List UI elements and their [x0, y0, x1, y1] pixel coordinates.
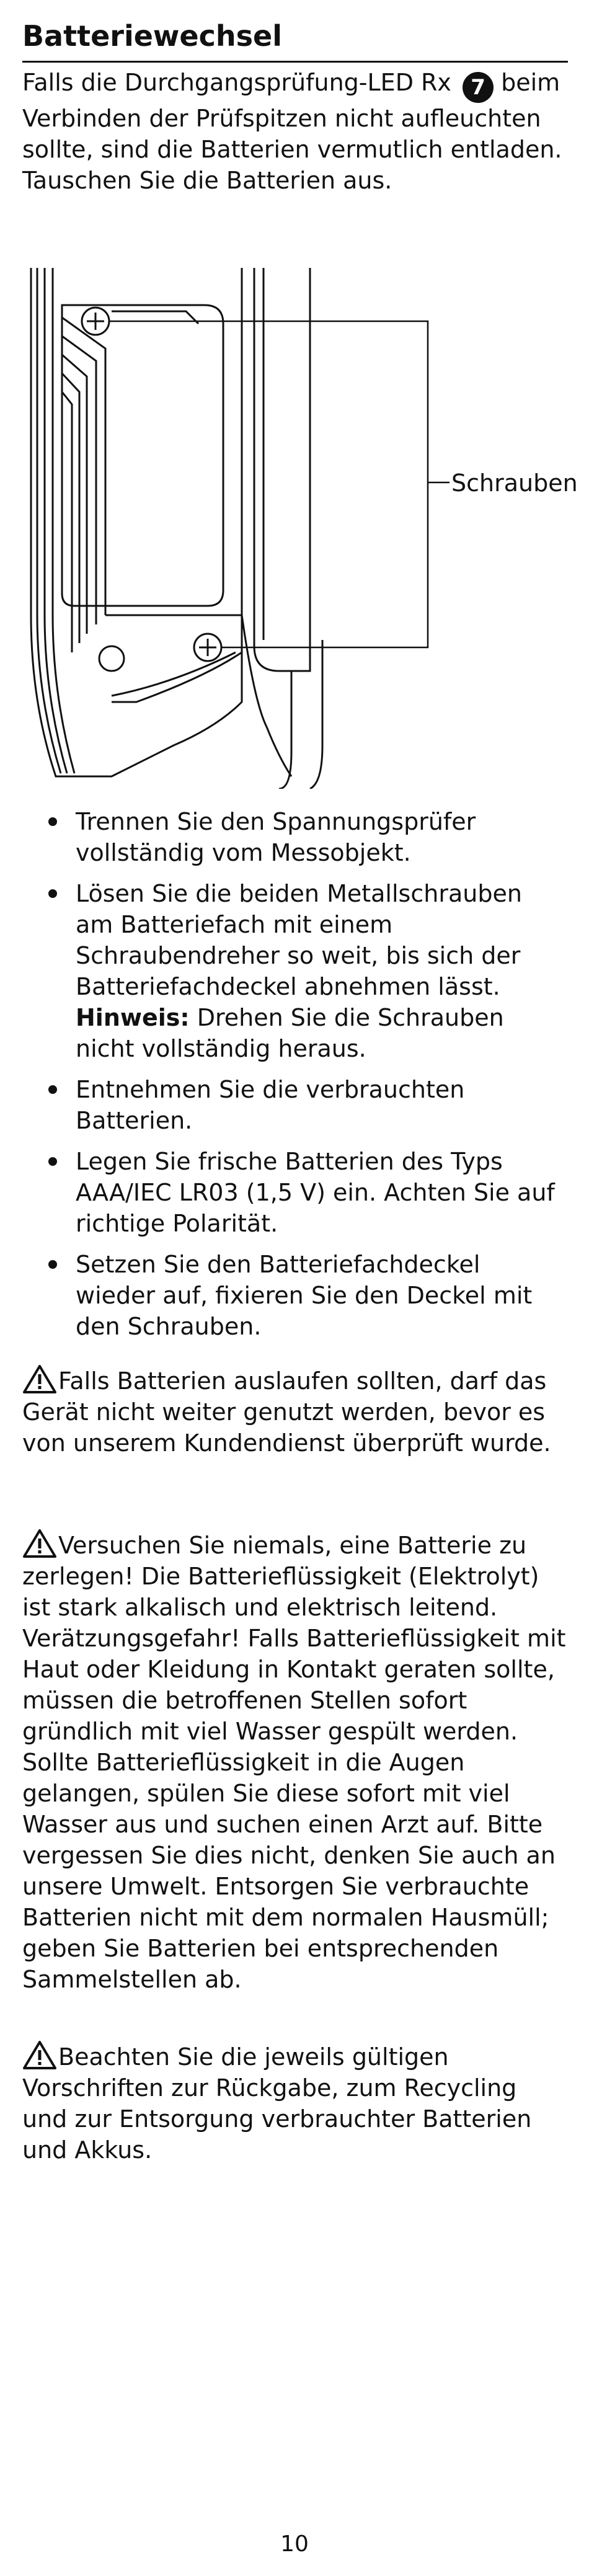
step-note-label: Hinweis: — [76, 1004, 190, 1031]
warning-triangle-icon — [22, 1364, 57, 1394]
grip-ribs — [37, 268, 74, 773]
bullet-icon — [48, 817, 57, 826]
replacement-steps-list — [19, 806, 564, 1352]
bullet-icon — [48, 1085, 57, 1094]
warning-triangle-icon — [22, 1529, 57, 1558]
bullet-icon — [48, 889, 57, 898]
warning-text: Versuchen Sie niemals, eine Batterie zu zerlegen! Die Batterieflüssigkeit (Elektrolyt) ist stark alkalisch und elektrisch leitend. Verätzungsgefahr! Falls Batterieflüssigkeit mit Haut oder Kleidung in Kontakt geraten sollte, müssen die betroffenen Stellen sofort gründlich mit viel Wasser gespült werden. Sollte Batterieflüssigkeit in die Augen gelangen, spülen Sie diese sofort mit viel Wasser aus und suchen einen Arzt auf. Bitte vergessen Sie dies nicht, denken Sie auch an unsere Umwelt. Entsorgen Sie verbrauchte Batterien nicht mit dem normalen Hausmüll; geben Sie Batterien bei entsprechenden Sammelstellen ab. — [22, 1532, 566, 1993]
step-text: Legen Sie frische Batterien des Typs AAA/IEC LR03 (1,5 V) ein. Achten Sie auf richtige Polarität. — [76, 1148, 555, 1237]
screws-callout-label: Schrauben — [451, 469, 578, 497]
release-knob — [99, 646, 124, 671]
warning-disposal-regulations — [22, 2040, 568, 2165]
step-text: Setzen Sie den Batteriefachdeckel wieder auf, fixieren Sie den Deckel mit den Schrauben. — [76, 1251, 533, 1340]
list-item — [19, 806, 564, 868]
cover-inner-lines — [62, 318, 105, 652]
section-title: Batteriewechsel — [22, 16, 568, 63]
step-note-text: Drehen Sie die Schrauben nicht vollständig heraus. — [76, 1004, 504, 1062]
intro-text-before: Falls die Durchgangsprüfung-LED Rx — [22, 69, 451, 96]
warning-text: Falls Batterien auslaufen sollten, darf das Gerät nicht weiter genutzt werden, bevor es von unserem Kundendienst überprüft wurde. — [22, 1367, 551, 1457]
intro-paragraph — [22, 67, 568, 196]
list-item — [19, 878, 564, 1064]
step-text: Entnehmen Sie die verbrauchten Batterien. — [76, 1076, 465, 1134]
warning-text: Beachten Sie die jeweils gültigen Vorschriften zur Rückgabe, zum Recycling und zur Entsorgung verbrauchter Batterien und Akkus. — [22, 2043, 532, 2164]
battery-compartment-figure — [19, 268, 583, 789]
intro-text-after: beim Verbinden der Prüfspitzen nicht aufleuchten sollte, sind die Batterien vermutlich entladen. Tauschen Sie die Batterien aus. — [22, 69, 562, 194]
list-item — [19, 1146, 564, 1239]
led-number-badge: 7 — [463, 72, 494, 103]
step-text: Trennen Sie den Spannungsprüfer vollständig vom Messobjekt. — [76, 808, 476, 866]
bullet-icon — [48, 1260, 57, 1269]
warning-triangle-icon — [22, 2040, 57, 2070]
warning-battery-disassembly — [22, 1529, 568, 1995]
list-item — [19, 1074, 564, 1136]
warning-leaking-batteries — [22, 1364, 568, 1459]
callout-bracket — [109, 321, 450, 647]
battery-compartment-drawing — [19, 268, 583, 789]
page-number: 10 — [280, 2531, 309, 2557]
bullet-icon — [48, 1157, 57, 1166]
list-item — [19, 1249, 564, 1342]
step-text: Lösen Sie die beiden Metallschrauben am Batteriefach mit einem Schraubendreher so weit, bis sich der Batteriefachdeckel abnehmen lässt. — [76, 880, 522, 1000]
